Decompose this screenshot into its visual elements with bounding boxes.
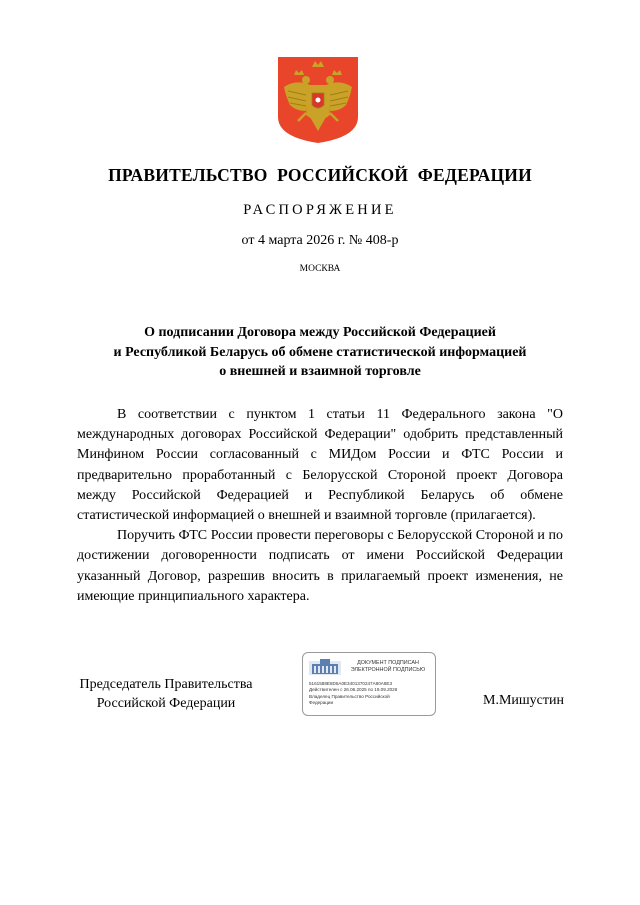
document-date-number: от 4 марта 2026 г. № 408-р [241, 233, 399, 248]
government-title: ПРАВИТЕЛЬСТВО РОССИЙСКОЙ ФЕДЕРАЦИИ [108, 165, 532, 185]
document-city: МОСКВА [299, 264, 341, 274]
stamp-certificate: 5161588E8D5A0E3401370247A80A8E3 [309, 681, 393, 686]
document-type: РАСПОРЯЖЕНИЕ [243, 202, 397, 218]
subject-line: и Республикой Беларусь об обмене статистической информацией [113, 344, 527, 360]
stamp-title-line: ЭЛЕКТРОННОЙ ПОДПИСЬЮ [350, 667, 426, 673]
body-paragraph: В соответствии с пунктом 1 статьи 11 Федерального закона "О международных договорах Российской Федерации" одобрить представленный Минфином России согласованный с МИДом России и ФТС России и предварительно проработанный с Белорусской Стороной проект Договора между Российской Федерацией и Республикой Беларусь об обмене статистической информацией о внешней и взаимной торговле (прилагается). [77, 407, 563, 524]
document-subject [60, 323, 580, 382]
signatory-name: М.Мишустин [483, 693, 564, 708]
signatory-position-line: Российской Федерации [96, 696, 236, 711]
signatory-position-line: Председатель Правительства [79, 677, 253, 692]
body-paragraph: Поручить ФТС России провести переговоры с Белорусской Стороной и по достижении договоренности подписать от имени Российской Федерации указанный Договор, разрешив вносить в прилагаемый проект изменения, не имеющие принципиального характера. [77, 528, 563, 604]
stamp-title [343, 660, 433, 674]
signatory-position [66, 675, 266, 713]
subject-line: О подписании Договора между Российской Федерацией [144, 325, 496, 340]
stamp-owner: Владелец Правительство Российской [309, 693, 390, 699]
coat-of-arms-icon [276, 55, 360, 145]
subject-line: о внешней и взаимной торговле [219, 364, 421, 379]
stamp-title-line: ДОКУМЕНТ ПОДПИСАН [357, 660, 419, 666]
stamp-owner: Федерации [309, 700, 334, 706]
government-building-icon [308, 658, 342, 676]
stamp-validity: Действителен с 26.06.2025 по 19.09.2026 [309, 687, 398, 693]
stamp-details [309, 681, 433, 707]
electronic-signature-stamp [302, 652, 436, 716]
document-body [77, 405, 563, 607]
